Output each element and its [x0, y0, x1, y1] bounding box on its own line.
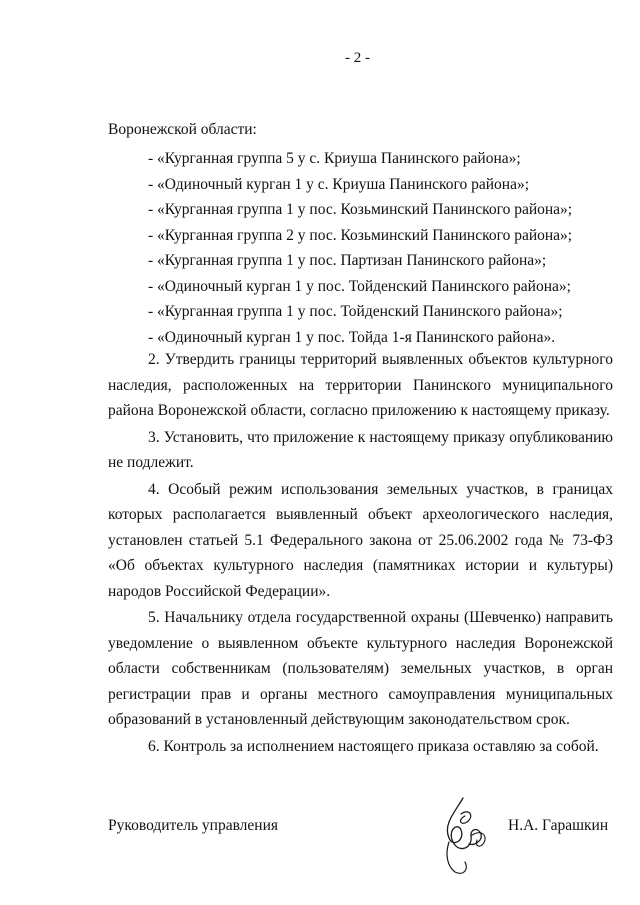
signatory-name: Н.А. Гарашкин	[508, 817, 609, 834]
handwritten-signature	[425, 790, 505, 880]
paragraph-5: 5. Начальнику отдела государственной охраны (Шевченко) направить уведомление о выявленном объекте культурного наследия Воронежской области собственникам (пользователям) земельных участков, в орган регистрации прав и органы местного самоуправления муниципальных образований в установленный действующим законодательством срок.	[108, 609, 613, 728]
paragraph-4: 4. Особый режим использования земельных участков, в границах которых располагается выявленный объект археологического наследия, установлен статьей 5.1 Федерального закона от 25.06.2002 года № 73-ФЗ «Об объектах культурного наследия (памятниках истории и культуры) народов Российской Федерации».	[108, 480, 613, 600]
paragraph-2: 2. Утвердить границы территорий выявленных объектов культурного наследия, расположенных на территории Панинского муниципального района Воронежской области, согласно приложению к настоящему приказу.	[108, 351, 613, 419]
page-number: - 2 -	[345, 50, 370, 66]
body-text	[108, 347, 613, 760]
list-item: - «Одиночный курган 1 у с. Криуша Панинского района»;	[148, 175, 530, 193]
list-item: - «Курганная группа 1 у пос. Козьминский Панинского района»;	[148, 201, 573, 218]
list-item: - «Курганная группа 1 у пос. Тойденский Панинского района»;	[148, 303, 563, 320]
paragraph-3: 3. Установить, что приложение к настоящему приказу опубликованию не подлежит.	[108, 428, 613, 471]
list-item: - «Курганная группа 5 у с. Криуша Панинского района»;	[148, 150, 521, 167]
paragraph-6: 6. Контроль за исполнением настоящего приказа оставляю за собой.	[148, 737, 599, 755]
list-item: - «Одиночный курган 1 у пос. Тойденский Панинского района»;	[148, 277, 571, 295]
intro-text: Воронежской области:	[108, 121, 257, 138]
list-item: - «Курганная группа 1 у пос. Партизан Панинского района»;	[148, 252, 547, 269]
list-item: - «Курганная группа 2 у пос. Козьминский Панинского района»;	[148, 226, 573, 244]
heritage-object-list	[148, 146, 572, 350]
list-item: - «Одиночный курган 1 у пос. Тойда 1-я Панинского района».	[148, 328, 556, 346]
signatory-role: Руководитель управления	[108, 817, 279, 834]
